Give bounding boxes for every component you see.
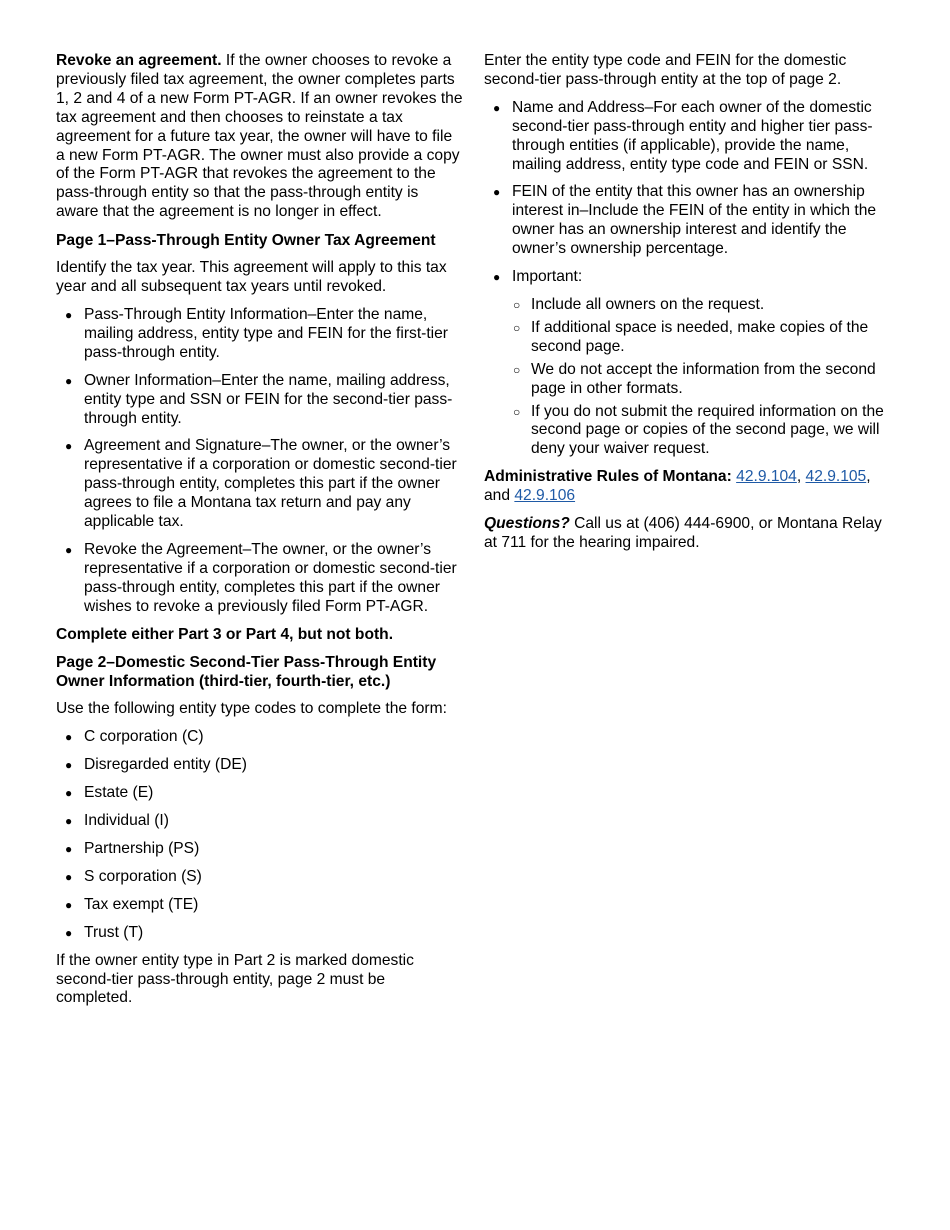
revoke-text: If the owner chooses to revoke a previously filed tax agreement, the owner completes parts 1, 2 and 4 of a new Form PT-AGR. If an owner revokes the tax agreement and then chooses to reinstate a tax agreement for a future tax year, the owner will have to file a new Form PT-AGR. The owner must also provide a copy of the Form PT-AGR that revokes the agreement to the pass-through entity so that the pass-through entity is aware that the agreement is no longer in effect.: [56, 52, 463, 221]
entity-code-item: ● Individual (I): [56, 812, 464, 831]
entity-code-item: ● S corporation (S): [56, 868, 464, 887]
page1-item-agreement: ● Agreement and Signature–The owner, or the owner’s representative if a corporation or domestic second-tier pass-through entity, completes this part if the owner agrees to file a Montana tax return and pay any applicable tax.: [56, 437, 464, 532]
rule-link-42-9-105[interactable]: 42.9.105: [805, 468, 867, 486]
page1-item-entity-info: ● Pass-Through Entity Information–Enter the name, mailing address, entity type and FEIN for the first-tier pass-through entity.: [56, 306, 464, 363]
entity-code-item: ● Tax exempt (TE): [56, 896, 464, 915]
important-subitem: ○ If you do not submit the required information on the second page or copies of the second page, we will deny your waiver request.: [512, 403, 888, 460]
important-subitem: ○ Include all owners on the request.: [512, 296, 888, 315]
admin-rules: [484, 468, 888, 506]
page1-note-text: Complete either Part 3 or Part 4, but not both.: [56, 625, 394, 643]
right-column: [484, 52, 888, 562]
right-intro: Enter the entity type code and FEIN for the domestic second-tier pass-through entity at the top of page 2.: [484, 52, 847, 88]
questions-paragraph: [484, 515, 888, 553]
entity-code-item: ● Estate (E): [56, 784, 464, 803]
page1-note: [56, 626, 464, 645]
important-label: Important:: [512, 268, 583, 286]
admin-rules-label: Administrative Rules of Montana:: [484, 468, 732, 486]
rule-separator: ,: [866, 468, 871, 486]
rule-separator: ,: [796, 468, 806, 486]
page2-heading: Page 2–Domestic Second-Tier Pass-Through Entity Owner Information (third-tier, fourth-tier, etc.): [56, 654, 437, 691]
entity-code-item: ● Disregarded entity (DE): [56, 756, 464, 775]
important-sublist: [512, 296, 888, 459]
revoke-lead: Revoke an agreement.: [56, 52, 222, 69]
page2-closing: If the owner entity type in Part 2 is marked domestic second-tier pass-through entity, page 2 must be completed.: [56, 951, 414, 1007]
important-item: [484, 268, 888, 459]
important-subitem: ○ We do not accept the information from the second page in other formats.: [512, 361, 888, 399]
page2-fields-list: [484, 99, 888, 459]
entity-code-item: ● Partnership (PS): [56, 840, 464, 859]
entity-code-item: ● C corporation (C): [56, 728, 464, 747]
questions-text: Call us at (406) 444-6900, or Montana Relay at 711 for the hearing impaired.: [484, 515, 882, 551]
rule-link-42-9-104[interactable]: 42.9.104: [736, 468, 797, 486]
page1-item-revoke: ● Revoke the Agreement–The owner, or the owner’s representative if a corporation or domestic second-tier pass-through entity, completes this part if the owner wishes to revoke a previously filed Form PT-AGR.: [56, 541, 464, 617]
page1-item-owner-info: ● Owner Information–Enter the name, mailing address, entity type and SSN or FEIN for the second-tier pass-through entity.: [56, 372, 464, 429]
entity-code-item: ● Trust (T): [56, 924, 464, 943]
page1-list: [56, 306, 464, 617]
page2-intro: Use the following entity type codes to complete the form:: [56, 700, 447, 718]
left-column: [56, 52, 464, 1017]
rule-link-42-9-106[interactable]: 42.9.106: [514, 487, 576, 505]
questions-label: Questions?: [484, 515, 570, 533]
entity-code-list: [56, 728, 464, 942]
fein-item: ● FEIN of the entity that this owner has an ownership interest in–Include the FEIN of the entity in which the owner has an ownership interest and identify the owner’s ownership percentage.: [484, 183, 888, 259]
page1-intro: Identify the tax year. This agreement will apply to this tax year and all subsequent tax years until revoked.: [56, 259, 447, 296]
name-address-item: ● Name and Address–For each owner of the domestic second-tier pass-through entity and higher tier pass-through entities (if applicable), provide the name, mailing address, entity type code and FEIN or SSN.: [484, 99, 888, 175]
page1-heading: Page 1–Pass-Through Entity Owner Tax Agreement: [56, 232, 436, 250]
rule-and: and: [484, 487, 515, 505]
revoke-paragraph: [56, 52, 464, 222]
important-subitem: ○ If additional space is needed, make copies of the second page.: [512, 319, 888, 357]
